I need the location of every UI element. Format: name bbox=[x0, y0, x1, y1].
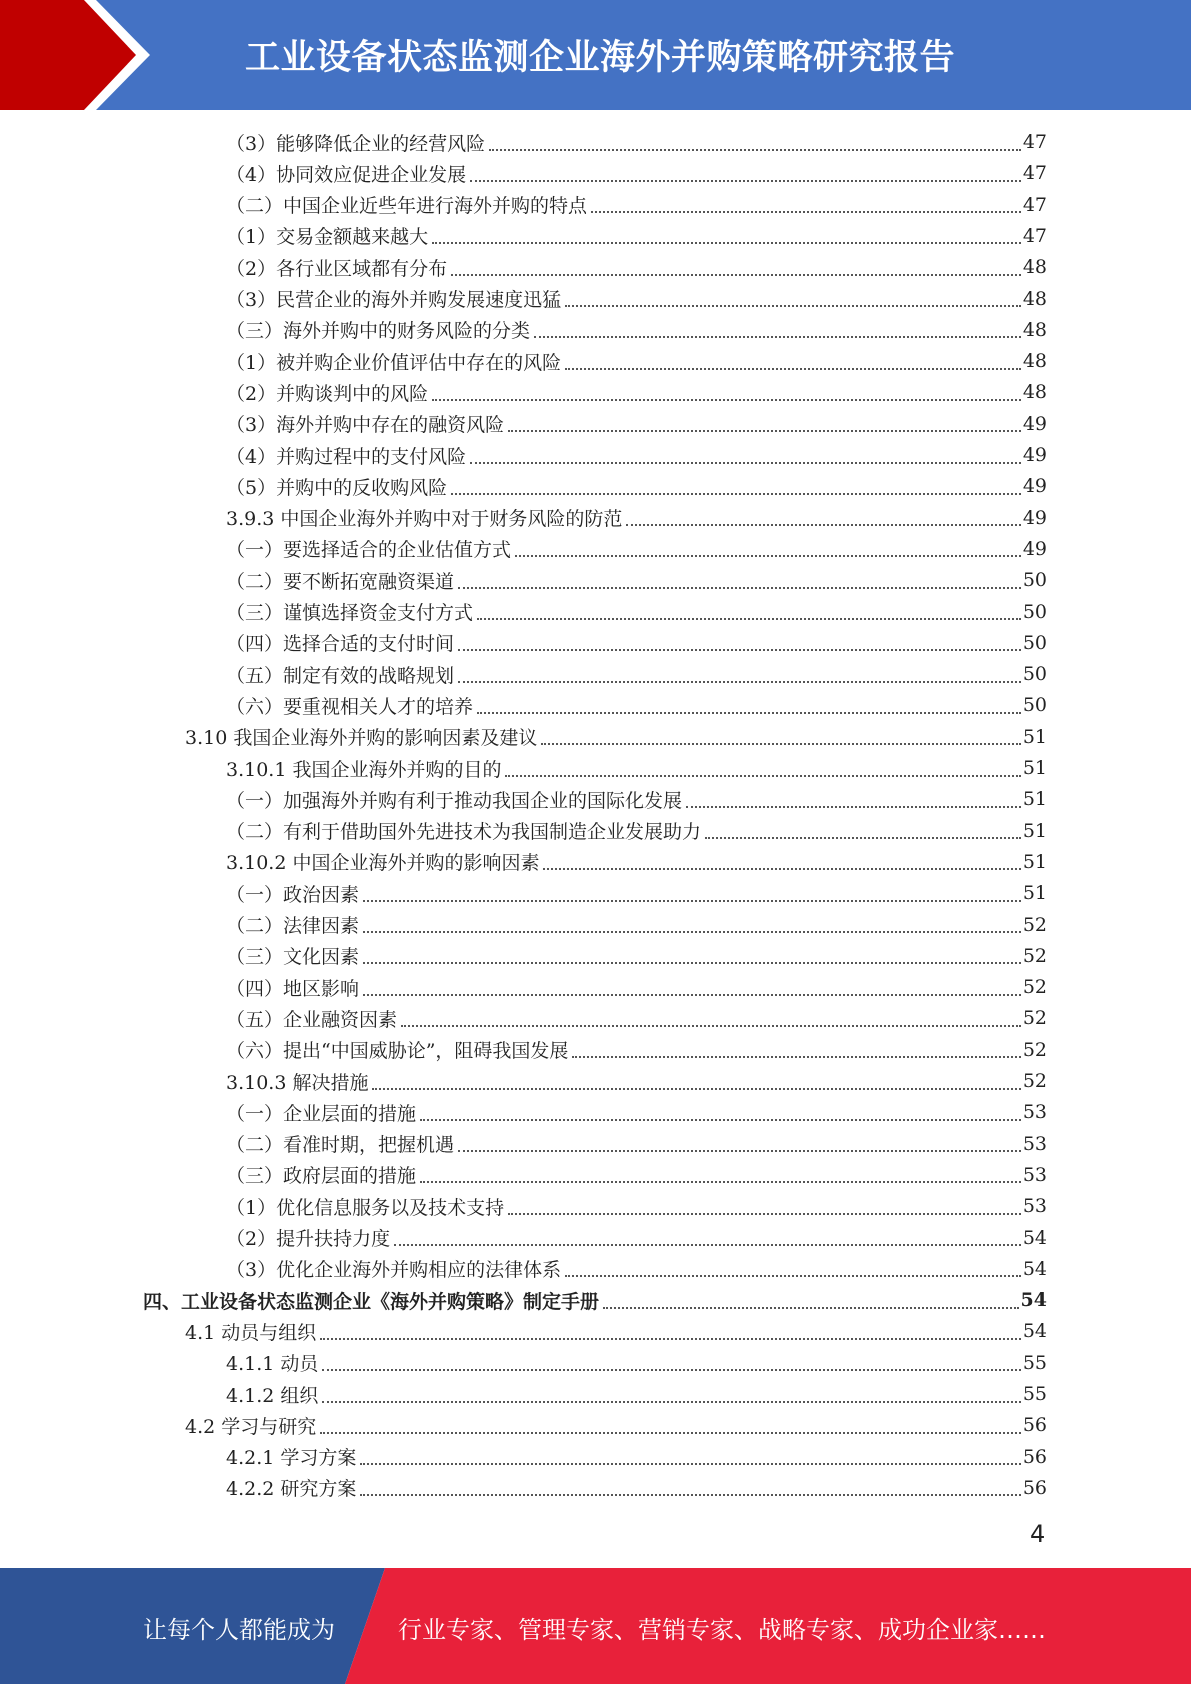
toc-entry[interactable] bbox=[185, 1410, 1047, 1440]
toc-entry-label: （2）提升扶持力度 bbox=[226, 1228, 391, 1250]
toc-entry[interactable] bbox=[226, 1129, 1047, 1159]
footer-slogan-left: 让每个人都能成为 bbox=[143, 1616, 335, 1644]
toc-entry-page: 50 bbox=[1022, 600, 1047, 623]
toc-entry-page: 53 bbox=[1022, 1101, 1047, 1124]
toc-entry-page: 49 bbox=[1022, 506, 1047, 529]
toc-entry-page: 53 bbox=[1022, 1163, 1047, 1186]
report-title: 工业设备状态监测企业海外并购策略研究报告 bbox=[245, 38, 956, 78]
toc-dot-leader bbox=[458, 586, 1021, 589]
toc-dot-leader bbox=[458, 680, 1021, 683]
toc-entry-page: 54 bbox=[1022, 1257, 1047, 1280]
toc-entry-page: 52 bbox=[1022, 976, 1047, 999]
toc-dot-leader bbox=[705, 836, 1021, 839]
toc-dot-leader bbox=[686, 805, 1021, 808]
toc-entry[interactable] bbox=[226, 1035, 1047, 1065]
toc-dot-leader bbox=[363, 993, 1021, 996]
toc-entry[interactable] bbox=[226, 346, 1047, 376]
toc-dot-leader bbox=[515, 554, 1021, 557]
toc-entry[interactable] bbox=[226, 1223, 1047, 1253]
toc-entry[interactable] bbox=[226, 1066, 1047, 1096]
toc-dot-leader bbox=[565, 367, 1021, 370]
toc-dot-leader bbox=[451, 492, 1021, 495]
toc-entry[interactable] bbox=[226, 910, 1047, 940]
toc-dot-leader bbox=[360, 1493, 1020, 1496]
toc-dot-leader bbox=[603, 1306, 1019, 1309]
toc-entry-page: 53 bbox=[1022, 1195, 1047, 1218]
toc-dot-leader bbox=[322, 1400, 1020, 1403]
toc-entry-label: （二）中国企业近些年进行海外并购的特点 bbox=[226, 195, 588, 218]
toc-entry[interactable] bbox=[226, 847, 1047, 877]
toc-entry-label: 3.10.3 解决措施 bbox=[226, 1071, 369, 1094]
toc-entry-label: （4）协同效应促进企业发展 bbox=[226, 163, 467, 186]
toc-dot-leader bbox=[626, 523, 1020, 526]
toc-entry-label: （六）提出“中国威胁论”，阻碍我国发展 bbox=[226, 1040, 569, 1063]
toc-entry-page: 49 bbox=[1022, 412, 1047, 435]
toc-entry[interactable] bbox=[226, 221, 1047, 251]
toc-entry-page: 51 bbox=[1022, 725, 1047, 748]
toc-entry[interactable] bbox=[226, 377, 1047, 407]
toc-dot-leader bbox=[360, 1462, 1020, 1465]
toc-entry[interactable] bbox=[226, 534, 1047, 564]
toc-entry-page: 50 bbox=[1022, 569, 1047, 592]
toc-dot-leader bbox=[458, 648, 1021, 651]
toc-dot-leader bbox=[541, 742, 1020, 745]
toc-entry-label: （5）并购中的反收购风险 bbox=[226, 476, 448, 499]
toc-entry-label: （三）谨慎选择资金支付方式 bbox=[226, 602, 474, 624]
toc-entry-label: （3）民营企业的海外并购发展速度迅猛 bbox=[226, 289, 562, 311]
footer-slogan-right: 行业专家、管理专家、营销专家、战略专家、成功企业家…… bbox=[398, 1616, 1046, 1644]
toc-entry[interactable] bbox=[226, 628, 1047, 658]
toc-dot-leader bbox=[322, 1368, 1020, 1371]
toc-entry-page: 48 bbox=[1022, 318, 1047, 341]
toc-dot-leader bbox=[432, 398, 1021, 401]
toc-dot-leader bbox=[320, 1431, 1021, 1434]
toc-dot-leader bbox=[470, 179, 1021, 182]
toc-entry[interactable] bbox=[226, 1191, 1047, 1221]
toc-entry-page: 51 bbox=[1022, 882, 1047, 905]
toc-entry[interactable] bbox=[226, 1348, 1047, 1378]
toc-entry[interactable] bbox=[226, 597, 1047, 627]
toc-dot-leader bbox=[477, 617, 1021, 620]
toc-entry[interactable] bbox=[226, 409, 1047, 439]
toc-entry[interactable] bbox=[226, 315, 1047, 345]
toc-entry[interactable] bbox=[226, 127, 1047, 157]
toc-entry-label: （4）并购过程中的支付风险 bbox=[226, 445, 467, 468]
toc-dot-leader bbox=[432, 241, 1021, 244]
toc-entry-page: 47 bbox=[1022, 131, 1047, 153]
toc-entry-label: （一）企业层面的措施 bbox=[226, 1102, 417, 1125]
toc-entry-label: （二）要不断拓宽融资渠道 bbox=[226, 570, 455, 593]
toc-dot-leader bbox=[470, 461, 1021, 464]
page-number: 4 bbox=[1030, 1520, 1046, 1548]
toc-entry-page: 54 bbox=[1020, 1289, 1047, 1312]
toc-entry-page: 56 bbox=[1022, 1414, 1047, 1437]
toc-entry[interactable] bbox=[226, 941, 1047, 971]
toc-entry-label: 4.2.1 学习方案 bbox=[226, 1447, 357, 1470]
toc-dot-leader bbox=[363, 899, 1021, 902]
toc-entry-page: 54 bbox=[1022, 1320, 1047, 1343]
toc-dot-leader bbox=[572, 1055, 1020, 1058]
toc-dot-leader bbox=[477, 711, 1021, 714]
toc-entry-label: （1）优化信息服务以及技术支持 bbox=[226, 1196, 505, 1219]
toc-dot-leader bbox=[458, 1149, 1021, 1152]
toc-entry-page: 50 bbox=[1022, 663, 1047, 686]
toc-entry-label: （五）企业融资因素 bbox=[226, 1008, 398, 1031]
toc-entry-page: 49 bbox=[1022, 537, 1047, 560]
toc-entry-label: （2）各行业区域都有分布 bbox=[226, 257, 448, 280]
toc-entry[interactable] bbox=[226, 1003, 1047, 1033]
toc-entry[interactable] bbox=[226, 1160, 1047, 1190]
toc-entry-page: 47 bbox=[1022, 193, 1047, 216]
toc-entry-page: 51 bbox=[1022, 757, 1047, 779]
toc-dot-leader bbox=[591, 210, 1021, 213]
toc-dot-leader bbox=[565, 304, 1021, 307]
toc-entry[interactable] bbox=[226, 190, 1047, 220]
toc-entry[interactable] bbox=[226, 1473, 1047, 1503]
toc-entry[interactable] bbox=[185, 1316, 1047, 1346]
toc-dot-leader bbox=[372, 1087, 1020, 1090]
toc-entry[interactable] bbox=[226, 972, 1047, 1002]
toc-entry-page: 48 bbox=[1022, 287, 1047, 310]
toc-entry-page: 55 bbox=[1022, 1351, 1047, 1374]
toc-entry[interactable] bbox=[226, 158, 1047, 188]
toc-entry[interactable] bbox=[185, 722, 1047, 752]
toc-entry[interactable] bbox=[226, 1254, 1047, 1284]
toc-dot-leader bbox=[451, 273, 1021, 276]
toc-entry-label: （3）海外并购中存在的融资风险 bbox=[226, 414, 505, 437]
toc-entry-label: 3.10 我国企业海外并购的影响因素及建议 bbox=[185, 727, 538, 750]
toc-entry-page: 52 bbox=[1022, 1038, 1047, 1061]
toc-entry-label: （1）被并购企业价值评估中存在的风险 bbox=[226, 351, 562, 374]
toc-entry-label: （1）交易金额越来越大 bbox=[226, 226, 429, 249]
toc-entry-page: 52 bbox=[1022, 913, 1047, 936]
toc-entry-label: 4.2.2 研究方案 bbox=[226, 1478, 357, 1501]
toc-entry[interactable] bbox=[226, 753, 1047, 783]
toc-entry-page: 47 bbox=[1022, 224, 1047, 247]
toc-dot-leader bbox=[489, 148, 1021, 151]
toc-entry-label: （二）看准时期，把握机遇 bbox=[226, 1134, 455, 1157]
toc-entry-page: 51 bbox=[1022, 819, 1047, 842]
toc-entry[interactable] bbox=[226, 565, 1047, 595]
toc-entry[interactable] bbox=[226, 1097, 1047, 1127]
toc-dot-leader bbox=[394, 1243, 1021, 1246]
toc-entry[interactable] bbox=[226, 659, 1047, 689]
toc-entry-page: 48 bbox=[1022, 256, 1047, 279]
toc-dot-leader bbox=[320, 1337, 1021, 1340]
header-arrow-decoration bbox=[0, 0, 160, 110]
toc-entry-label: （2）并购谈判中的风险 bbox=[226, 382, 429, 405]
toc-entry-page: 49 bbox=[1022, 475, 1047, 498]
toc-entry[interactable] bbox=[226, 816, 1047, 846]
toc-dot-leader bbox=[420, 1118, 1021, 1121]
toc-entry-page: 56 bbox=[1022, 1476, 1047, 1499]
toc-entry-label: （二）法律因素 bbox=[226, 915, 360, 937]
toc-dot-leader bbox=[508, 1212, 1021, 1215]
toc-entry-label: 4.1.1 动员 bbox=[226, 1353, 319, 1376]
toc-entry-label: （四）选择合适的支付时间 bbox=[226, 633, 455, 656]
toc-entry-label: （四）地区影响 bbox=[226, 977, 360, 1000]
toc-entry-label: （3）能够降低企业的经营风险 bbox=[226, 132, 486, 155]
toc-entry-label: （一）政治因素 bbox=[226, 883, 360, 906]
toc-entry-label: （三）政府层面的措施 bbox=[226, 1165, 417, 1188]
page-footer bbox=[0, 1568, 1191, 1684]
toc-entry-label: （一）加强海外并购有利于推动我国企业的国际化发展 bbox=[226, 789, 683, 812]
toc-entry-label: 4.1 动员与组织 bbox=[185, 1321, 317, 1344]
toc-entry-page: 49 bbox=[1022, 444, 1047, 466]
toc-entry-label: 4.2 学习与研究 bbox=[185, 1415, 317, 1438]
toc-entry-label: （三）文化因素 bbox=[226, 946, 360, 969]
toc-entry-label: （六）要重视相关人才的培养 bbox=[226, 695, 474, 718]
toc-entry[interactable] bbox=[226, 252, 1047, 282]
toc-entry-page: 52 bbox=[1022, 1070, 1047, 1092]
toc-entry[interactable] bbox=[226, 1442, 1047, 1472]
toc-dot-leader bbox=[363, 961, 1021, 964]
toc-entry-page: 55 bbox=[1022, 1383, 1047, 1405]
toc-dot-leader bbox=[508, 429, 1021, 432]
toc-entry-label: 4.1.2 组织 bbox=[226, 1384, 319, 1407]
toc-entry-label: （二）有利于借助国外先进技术为我国制造企业发展助力 bbox=[226, 821, 702, 844]
toc-entry[interactable] bbox=[226, 503, 1047, 533]
toc-dot-leader bbox=[565, 1274, 1021, 1277]
toc-entry-page: 54 bbox=[1022, 1226, 1047, 1249]
toc-entry-page: 52 bbox=[1022, 1007, 1047, 1030]
page-header bbox=[0, 0, 1191, 110]
toc-entry-page: 51 bbox=[1022, 850, 1047, 873]
toc-entry-label: 3.9.3 中国企业海外并购中对于财务风险的防范 bbox=[226, 508, 623, 531]
toc-entry-label: 3.10.1 我国企业海外并购的目的 bbox=[226, 758, 502, 781]
toc-entry[interactable] bbox=[143, 1285, 1047, 1315]
toc-dot-leader bbox=[534, 335, 1021, 338]
toc-entry[interactable] bbox=[226, 784, 1047, 814]
toc-entry-page: 50 bbox=[1022, 631, 1047, 654]
toc-entry[interactable] bbox=[226, 471, 1047, 501]
toc-entry-page: 48 bbox=[1022, 381, 1047, 404]
toc-entry[interactable] bbox=[226, 284, 1047, 314]
toc-entry[interactable] bbox=[226, 1379, 1047, 1409]
toc-dot-leader bbox=[505, 774, 1020, 777]
toc-dot-leader bbox=[420, 1180, 1021, 1183]
toc-entry-page: 52 bbox=[1022, 944, 1047, 967]
toc-dot-leader bbox=[401, 1024, 1021, 1027]
toc-entry-page: 48 bbox=[1022, 350, 1047, 373]
toc-entry[interactable] bbox=[226, 440, 1047, 470]
toc-entry-label: 四、工业设备状态监测企业《海外并购策略》制定手册 bbox=[143, 1290, 600, 1313]
toc-dot-leader bbox=[363, 930, 1021, 933]
toc-entry-label: 3.10.2 中国企业海外并购的影响因素 bbox=[226, 852, 540, 875]
toc-entry[interactable] bbox=[226, 878, 1047, 908]
toc-entry-page: 47 bbox=[1022, 162, 1047, 185]
toc-entry-label: （五）制定有效的战略规划 bbox=[226, 664, 455, 687]
toc-entry-page: 51 bbox=[1022, 788, 1047, 811]
toc-entry-page: 53 bbox=[1022, 1132, 1047, 1155]
toc-entry[interactable] bbox=[226, 690, 1047, 720]
toc-entry-page: 50 bbox=[1022, 694, 1047, 717]
toc-entry-label: （一）要选择适合的企业估值方式 bbox=[226, 539, 512, 562]
toc-dot-leader bbox=[543, 867, 1020, 870]
toc-entry-label: （三）海外并购中的财务风险的分类 bbox=[226, 320, 531, 343]
toc-entry-page: 56 bbox=[1022, 1445, 1047, 1468]
toc-entry-label: （3）优化企业海外并购相应的法律体系 bbox=[226, 1259, 562, 1282]
